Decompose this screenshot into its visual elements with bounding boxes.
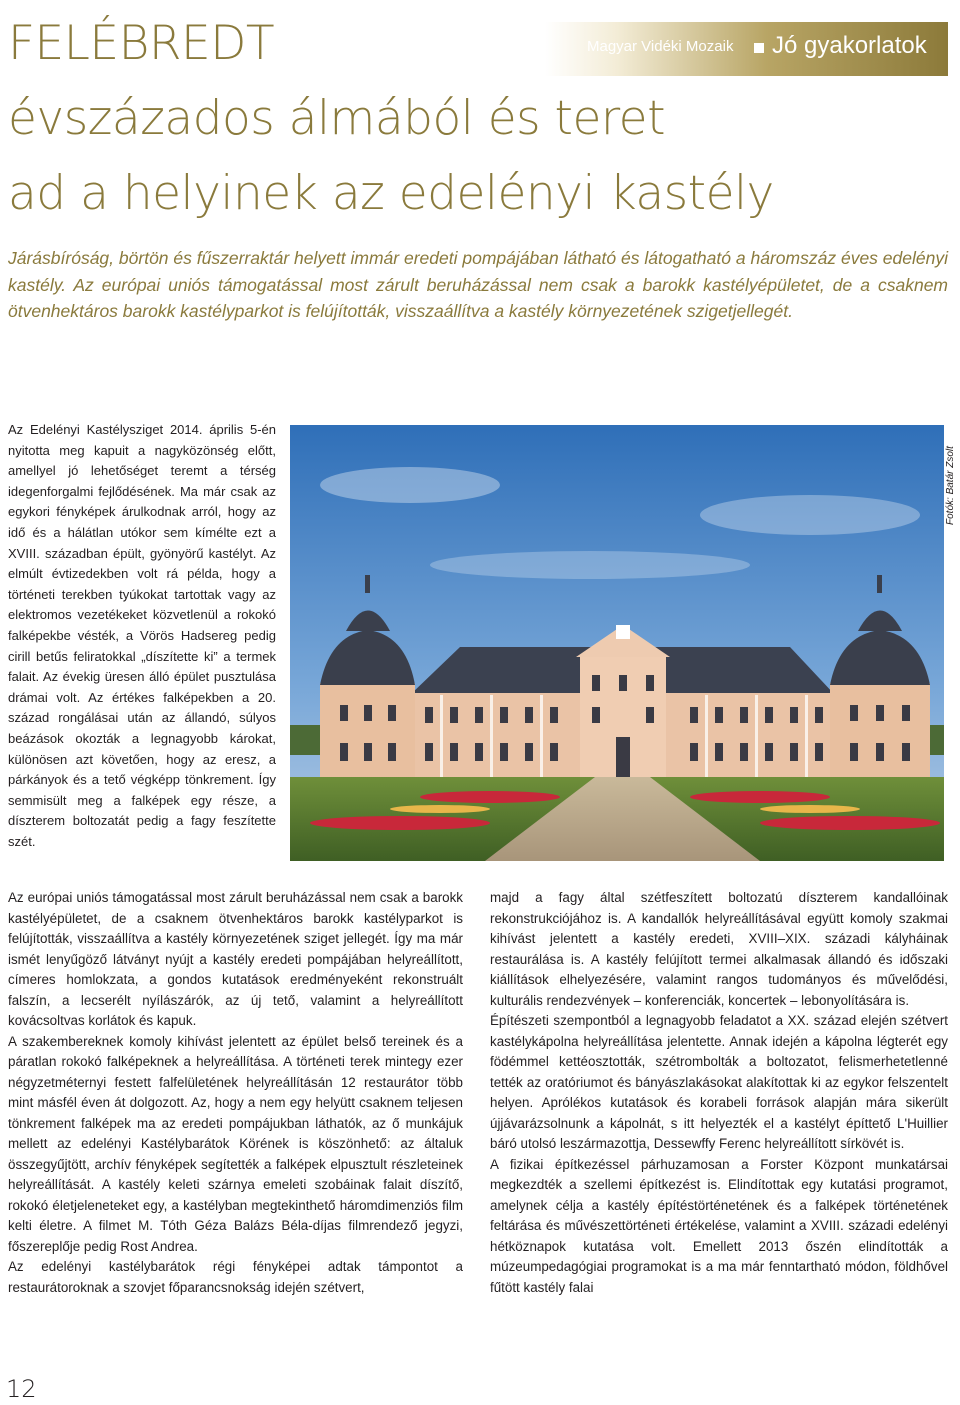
photo-credit — [944, 425, 960, 535]
body-left-paragraph-2: A szakembereknek komoly kihívást jelentett az épület belső tereinek és a páratlan rokokó falképeknek a helyreállítása. A történeti terek mintegy ezer négyzetméternyi festett falfelületének helyreállításán 12 restaurátor több mint másfél éven át dolgozott. Az, hogy a nem egy helyütt csaknem teljesen tönkrement falképek ma az eredeti pompájukban láthatók, az ő munkájuk mellett az edelényi Kastélybarátok Körének is köszönhető: az általuk összegyűjtött, archív fényképek segítették a falképek elpusztult részleteinek helyreállítását. A kastély keleti szárnya emeleti szobáinak falait díszítő, rokokó életjeleneteket egy, a kastélyban megtekinthető háromdimenziós film kelti életre. A filmet M. Tóth Géza Balázs Béla-díjas filmrendező jegyzi, főszereplője pedig Rost Andrea. — [8, 1033, 463, 1254]
section-header-band — [545, 22, 948, 76]
lead-paragraph: Járásbíróság, börtön és fűszerraktár helyett immár eredeti pompájában látható és látogatható a háromszáz éves edelényi kastély. Az európai uniós támogatással most zárult beruházással nem csak a barokk kastélyépületet, de a csaknem ötvenhektáros barokk kastélyparkot is felújították, visszaállítva a kastély környezetének szigetjellegét. — [8, 248, 948, 321]
square-bullet-icon — [754, 43, 764, 53]
title-line-3: ad a helyinek az edelényi kastély — [8, 166, 774, 221]
body-left-paragraph-3: Az edelényi kastélybarátok régi fényképei adtak támpontot a restaurátoroknak a szovjet főparancsnokság idején szétvert, — [8, 1259, 463, 1295]
body-column-left — [8, 888, 463, 1298]
body-right-paragraph-3: A fizikai építkezéssel párhuzamosan a Forster Központ munkatársai megkezdték a szellemi építkezést is. Elindítottak egy kutatási programot, amelynek célja a kastély építéstörténetének és a falképek történetének feltárása és művészettörténeti értékelése, valamint a XVIII. századi edelényi hétköznapok kutatása volt. Emellett 2013 őszén elindították a múzeumpedagógiai programokat is a ma már fenntartható módon, földhővel fűtött kastély falai — [490, 1156, 948, 1295]
photo-credit-text: Fotók: Batár Zsolt — [945, 446, 956, 525]
body-left-paragraph-1: Az európai uniós támogatással most zárult beruházással nem csak a barokk kastélyépületet, de a csaknem ötvenhektáros barokk kastélyparkot is felújították, visszaállítva a kastély környezetének sziget jellegét. Így ma már ismét lenyűgöző látványt nyújt a kastély eredeti pompájában helyreállított, címeres homlokzata, a gondos kutatások eredményeként rekonstruált falszín, a lecserélt nyílászárók, az új tető, valamint a helyreállított kovácsoltvas korlátok és kapuk. — [8, 890, 463, 1028]
castle-photo — [290, 425, 944, 861]
title-line-1: FELÉBREDT — [8, 16, 275, 71]
section-name: Jó gyakorlatok — [772, 32, 927, 59]
intro-column: Az Edelényi Kastélysziget 2014. április 5-én nyitotta meg kapuit a nagyközönség előtt, amellyel jó lehetőséget teremt a térség idegenforgalmi fejlődésének. Ma már csak az egykori fényképek árulkodnak arról, hogy az idő és a hálátlan utókor sem kímélte ezt a XVIII. században épült, gyönyörű kastélyt. Az elmúlt évtizedekben volt rá példa, hogy a történeti terekben tyúkokat tartottak vagy az elektromos vezetékeket közvetlenül a rokokó falképekbe vésték, a Vörös Hadsereg pedig cirill betűs feliratokkal „díszítette ki” a termek falait. Az évekig üresen álló épület pusztulása drámai volt. Az értékes falképekben a 20. század rongálásai után az állandó, súlyos beázások okozták a legnagyobb károkat, különösen azt követően, hogy az eresz, a párkányok és a tető végképp tönkrement. Így semmisült meg a falképek egy része, a díszterem boltozatát pedig a fagy feszítette szét. — [8, 422, 276, 849]
title-line-2: évszázados álmából és teret — [8, 91, 666, 146]
body-right-paragraph-2: Építészeti szempontból a legnagyobb feladatot a XX. század elején szétvert kastélykápolna helyreállítása jelentette. Annak idején a kápolna légterét egy födémmel kettéosztották, szétrombolták a boltozatot, felismerhetetlenné tették az oratóriumot és bányászlakásokat alakítottak ki az egykor felszentelt helyen. Aprólékos kutatások és korabeli források alapján mára sikerült újjávarázsolnunk a kápolnát, s itt helyezték el a kastélyt építtető L'Huillier báró utolsó leszármazottja, Dessewffy Ferenc helyreállított sírkövét is. — [490, 1013, 948, 1151]
body-column-right — [490, 888, 948, 1298]
page-number: 12 — [6, 1375, 37, 1403]
publication-name: Magyar Vidéki Mozaik — [587, 38, 734, 55]
body-right-paragraph-1: majd a fagy által szétfeszített boltozatú díszterem kandallóinak rekonstrukciójához is. A kandallók helyreállításával együtt komoly szakmai kihívást jelentett a kastély eredeti, XVIII–XIX. századi kályháinak restaurálása is. A kastély felújított termei alkalmasak állandó és időszaki kiállítások elhelyezésére, valamint rangos tudományos és művelődési, kulturális rendezvények – konferenciák, koncertek – lebonyolítására is. — [490, 890, 948, 1008]
